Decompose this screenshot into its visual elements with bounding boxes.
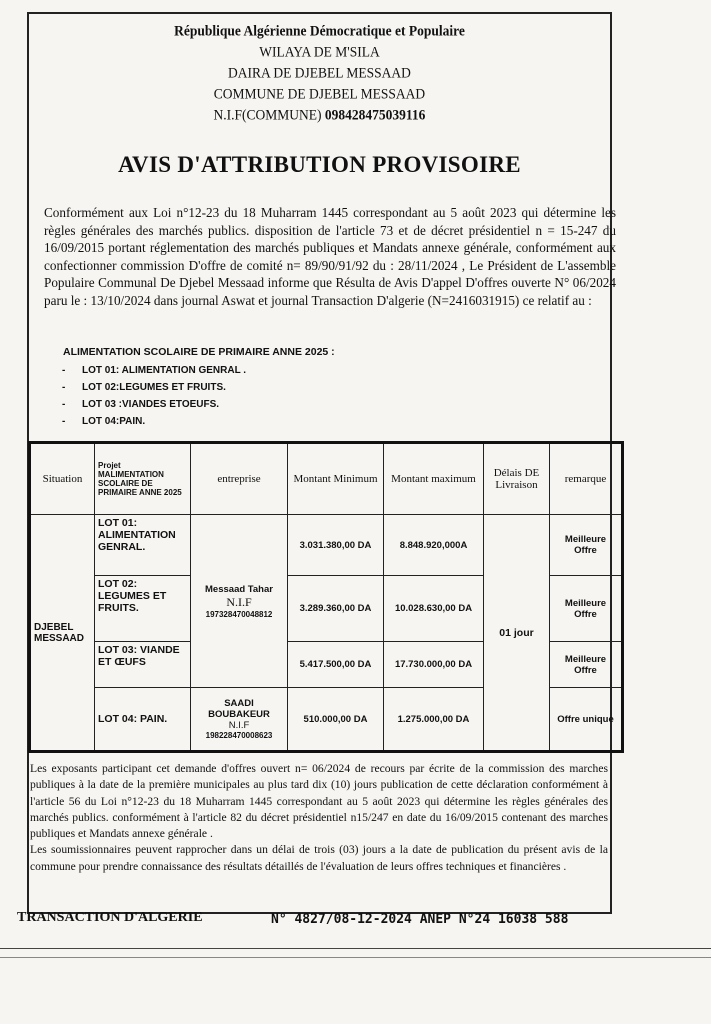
entreprise-nif-label: N.I.F xyxy=(228,720,250,731)
entreprise-nif: 197328470048812 xyxy=(205,609,273,619)
min-amount-cell: 3.031.380,00 DA xyxy=(288,515,384,576)
header-nif xyxy=(27,103,612,126)
intro-paragraph: Conformément aux Loi n°12-23 du 18 Muharram 1445 correspondant au 5 août 2023 qui détermine les règles générales des marchés publics. disposition de l'article 73 et de décret présidentiel n = 15-247 du 16/09/2015 portant réglementation des marchés publiques et Mandats annexe générale, conformément aux confectionner commission D'offre de comité n= 89/90/91/92 du : 28/11/2024 , Le Président de L'assemble Populaire Communal De Djebel Messaad informe que Résulta de Avis D'appel D'offres ouverte N° 06/2024 paru le : 13/10/2024 dans journal Aswat et journal Transaction D'algerie (N=2416031915) ce relatif au : xyxy=(44,205,616,308)
bullet: - xyxy=(62,399,66,410)
remarque-cell: Meilleure Offre xyxy=(550,642,623,688)
header-republic: République Algérienne Démocratique et Populaire xyxy=(174,22,465,39)
header-delai: Délais DE Livraison xyxy=(484,443,550,515)
footer-text xyxy=(30,761,608,875)
header-wilaya: WILAYA DE M'SILA xyxy=(259,43,380,60)
remarque-cell: Meilleure Offre xyxy=(550,576,623,642)
header-projet: Projet MALIMENTATION SCOLAIRE DE PRIMAIRE ANNE 2025 xyxy=(95,443,191,515)
bullet: - xyxy=(62,416,66,427)
lot-cell: LOT 03: VIANDE ET ŒUFS xyxy=(95,642,191,688)
header-remarque: remarque xyxy=(550,443,623,515)
min-amount-cell: 5.417.500,00 DA xyxy=(288,642,384,688)
nif-label: N.I.F(COMMUNE) xyxy=(213,106,322,123)
header-montant-minimum: Montant Minimum xyxy=(288,443,384,515)
header-daira: DAIRA DE DJEBEL MESSAAD xyxy=(228,64,411,81)
notice-title: AVIS D'ATTRIBUTION PROVISOIRE xyxy=(118,152,521,177)
divider xyxy=(0,957,711,958)
lot-label: LOT 01: ALIMENTATION GENRAL . xyxy=(82,365,247,376)
results-table xyxy=(28,441,624,753)
subject-line: ALIMENTATION SCOLAIRE DE PRIMAIRE ANNE 2025 : xyxy=(63,346,335,358)
max-amount-cell: 8.848.920,000A xyxy=(384,515,484,576)
entreprise-nif-label: N.I.F xyxy=(226,594,252,609)
list-item xyxy=(62,413,246,430)
bullet: - xyxy=(62,382,66,393)
list-item xyxy=(62,362,246,379)
footer-paragraph-recours: Les exposants participant cet demande d'offres ouvert n= 06/2024 de recours par écrite de la commission des marches publiques à la date de la première municipales au plus tard dix (10) jours publication de cette déclaration conformément à l'article 56 du Loi n°12-23 du 18 Muharram 1445 correspondant au 5 août 2023 qui détermine les règles générales des marchés publics. conformément à l'article 82 du décret présidentiel n15/247 en date du 16/09/2015 contenant des marches publiques et Mandats annexe générale . xyxy=(30,762,608,841)
remarque-cell: Meilleure Offre xyxy=(550,515,623,576)
table-header-row xyxy=(30,443,623,515)
remarque-cell: Offre unique xyxy=(550,688,623,752)
divider xyxy=(0,948,711,949)
situation-cell: DJEBEL MESSAAD xyxy=(30,515,95,752)
max-amount-cell: 1.275.000,00 DA xyxy=(384,688,484,752)
list-item xyxy=(62,379,246,396)
publication-reference: N° 4827/08-12-2024 ANEP N°24 16038 588 xyxy=(271,912,569,927)
table-row xyxy=(30,515,623,576)
lot-label: LOT 03 :VIANDES ETOEUFS. xyxy=(82,399,220,410)
lot-label: LOT 04:PAIN. xyxy=(82,416,146,427)
lot-cell: LOT 01: ALIMENTATION GENRAL. xyxy=(95,515,191,576)
newspaper-name: TRANSACTION D'ALGERIE xyxy=(17,910,203,925)
header-commune: COMMUNE DE DJEBEL MESSAAD xyxy=(213,85,426,102)
entreprise-cell xyxy=(191,515,288,688)
lot-cell: LOT 02: LEGUMES ET FRUITS. xyxy=(95,576,191,642)
list-item xyxy=(62,396,246,413)
entreprise-name: Messaad Tahar xyxy=(205,583,273,595)
header-entreprise: entreprise xyxy=(191,443,288,515)
nif-value: 098428475039116 xyxy=(324,106,426,123)
max-amount-cell: 17.730.000,00 DA xyxy=(384,642,484,688)
entreprise-name: SAADI BOUBAKEUR xyxy=(208,698,270,720)
min-amount-cell: 510.000,00 DA xyxy=(288,688,384,752)
lot-list xyxy=(62,362,246,430)
footer-paragraph-soumissionnaires: Les soumissionnaires peuvent rapprocher dans un délai de trois (03) jours a la date de publication du présent avis de la commune pour prendre connaissance des résultats détaillés de l'évaluation de leurs offres techniques et financières . xyxy=(30,843,608,873)
entreprise-nif: 198228470008623 xyxy=(205,731,273,740)
delai-cell: 01 jour xyxy=(484,515,550,752)
lot-label: LOT 02:LEGUMES ET FRUITS. xyxy=(82,382,226,393)
header xyxy=(27,20,612,125)
header-situation: Situation xyxy=(30,443,95,515)
header-montant-maximum: Montant maximum xyxy=(384,443,484,515)
min-amount-cell: 3.289.360,00 DA xyxy=(288,576,384,642)
bullet: - xyxy=(62,365,66,376)
lot-cell: LOT 04: PAIN. xyxy=(95,688,191,752)
max-amount-cell: 10.028.630,00 DA xyxy=(384,576,484,642)
entreprise-cell xyxy=(191,688,288,752)
